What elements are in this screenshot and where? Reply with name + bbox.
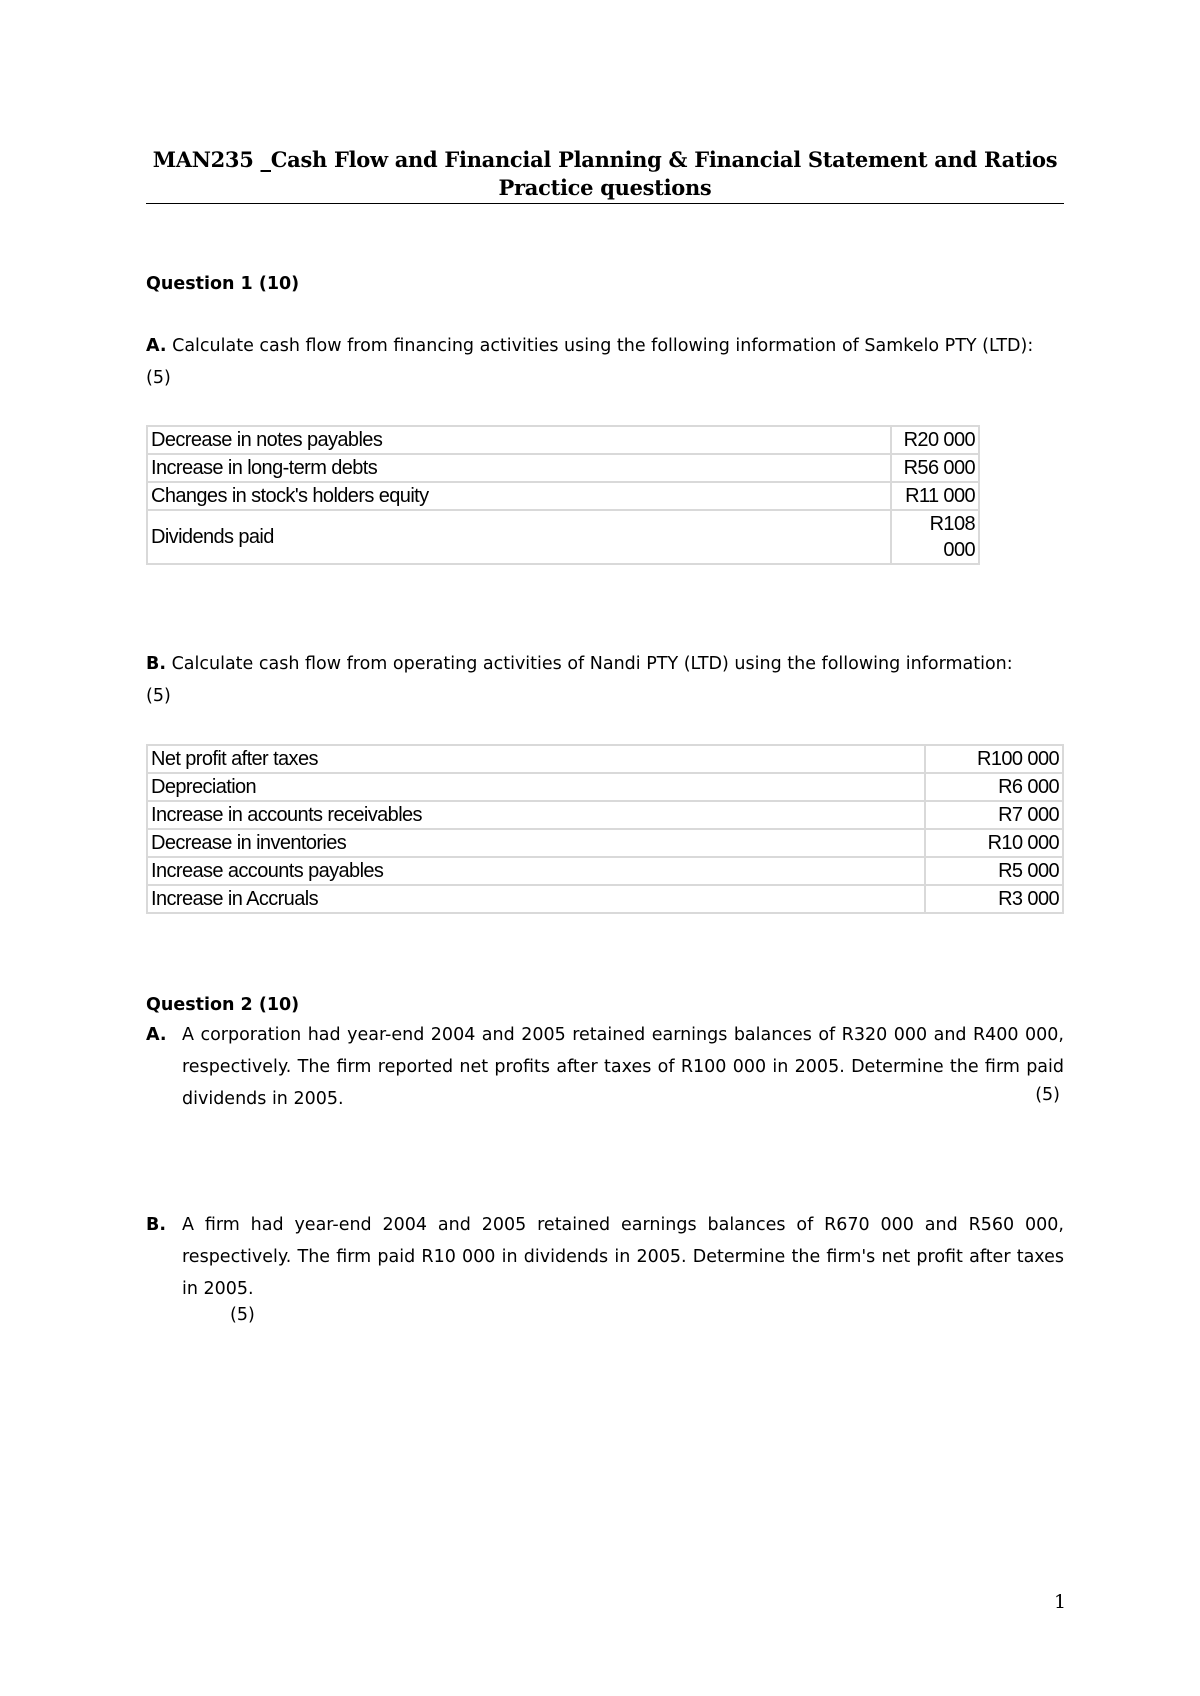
table-cell-amount: R11 000 xyxy=(891,482,979,510)
question-2a-text: A corporation had year-end 2004 and 2005 retained earnings balances of R320 000 and R400 000, respectively. The firm reported net profits after taxes of R100 000 in 2005. Determine the firm paid dividends in 2005. xyxy=(182,1025,1064,1109)
table-row xyxy=(147,801,1063,829)
question-1a-label: A. xyxy=(146,336,167,356)
document-title: MAN235 _Cash Flow and Financial Planning & Financial Statement and Ratios xyxy=(152,147,1058,172)
table-row xyxy=(147,773,1063,801)
table-cell-amount: R100 000 xyxy=(925,745,1063,773)
table-cell-item: Increase in accounts receivables xyxy=(147,801,925,829)
question-1b-label: B. xyxy=(146,654,166,674)
table-row xyxy=(147,454,979,482)
table-row xyxy=(147,482,979,510)
question-1a-prompt xyxy=(146,334,1064,358)
question-2a xyxy=(146,1023,1064,1123)
table-cell-amount: R7 000 xyxy=(925,801,1063,829)
question-2a-marks: (5) xyxy=(1035,1085,1060,1105)
document-subtitle: Practice questions xyxy=(498,175,712,200)
table-cell-amount: R20 000 xyxy=(891,426,979,454)
question-2-heading: Question 2 (10) xyxy=(146,995,300,1015)
table-cell-item: Decrease in notes payables xyxy=(147,426,891,454)
table-cell-item: Increase in long-term debts xyxy=(147,454,891,482)
question-1b-text: Calculate cash flow from operating activities of Nandi PTY (LTD) using the following information: xyxy=(171,654,1013,674)
table-row xyxy=(147,745,1063,773)
question-2b xyxy=(146,1213,1064,1343)
question-1b-marks: (5) xyxy=(146,686,171,706)
table-cell-item: Increase in Accruals xyxy=(147,885,925,913)
question-2b-label: B. xyxy=(146,1215,166,1235)
table-row xyxy=(147,510,979,564)
operating-activities-table xyxy=(146,744,1064,914)
financing-activities-table xyxy=(146,425,980,565)
page-number: 1 xyxy=(1054,1591,1067,1613)
table-cell-item: Increase accounts payables xyxy=(147,857,925,885)
question-2a-label: A. xyxy=(146,1025,167,1045)
table-cell-amount: R6 000 xyxy=(925,773,1063,801)
question-2b-text: A firm had year-end 2004 and 2005 retained earnings balances of R670 000 and R560 000, respectively. The firm paid R10 000 in dividends in 2005. Determine the firm's net profit after taxes in 2005. xyxy=(182,1215,1064,1299)
table-cell-item: Dividends paid xyxy=(147,510,891,564)
question-1-heading: Question 1 (10) xyxy=(146,274,300,294)
table-cell-amount: R56 000 xyxy=(891,454,979,482)
table-row xyxy=(147,857,1063,885)
table-cell-amount: R5 000 xyxy=(925,857,1063,885)
table-cell-amount: R10 000 xyxy=(925,829,1063,857)
question-1b-prompt xyxy=(146,652,1064,676)
table-row xyxy=(147,885,1063,913)
table-cell-item: Changes in stock's holders equity xyxy=(147,482,891,510)
question-2b-marks: (5) xyxy=(230,1305,255,1325)
table-cell-item: Decrease in inventories xyxy=(147,829,925,857)
table-cell-amount: R108 000 xyxy=(891,510,979,564)
table-cell-amount: R3 000 xyxy=(925,885,1063,913)
question-1a-text: Calculate cash flow from financing activities using the following information of Samkelo PTY (LTD): xyxy=(172,336,1034,356)
table-row xyxy=(147,426,979,454)
table-cell-item: Net profit after taxes xyxy=(147,745,925,773)
question-1a-marks: (5) xyxy=(146,368,171,388)
table-cell-item: Depreciation xyxy=(147,773,925,801)
title-underline xyxy=(146,203,1064,204)
table-row xyxy=(147,829,1063,857)
